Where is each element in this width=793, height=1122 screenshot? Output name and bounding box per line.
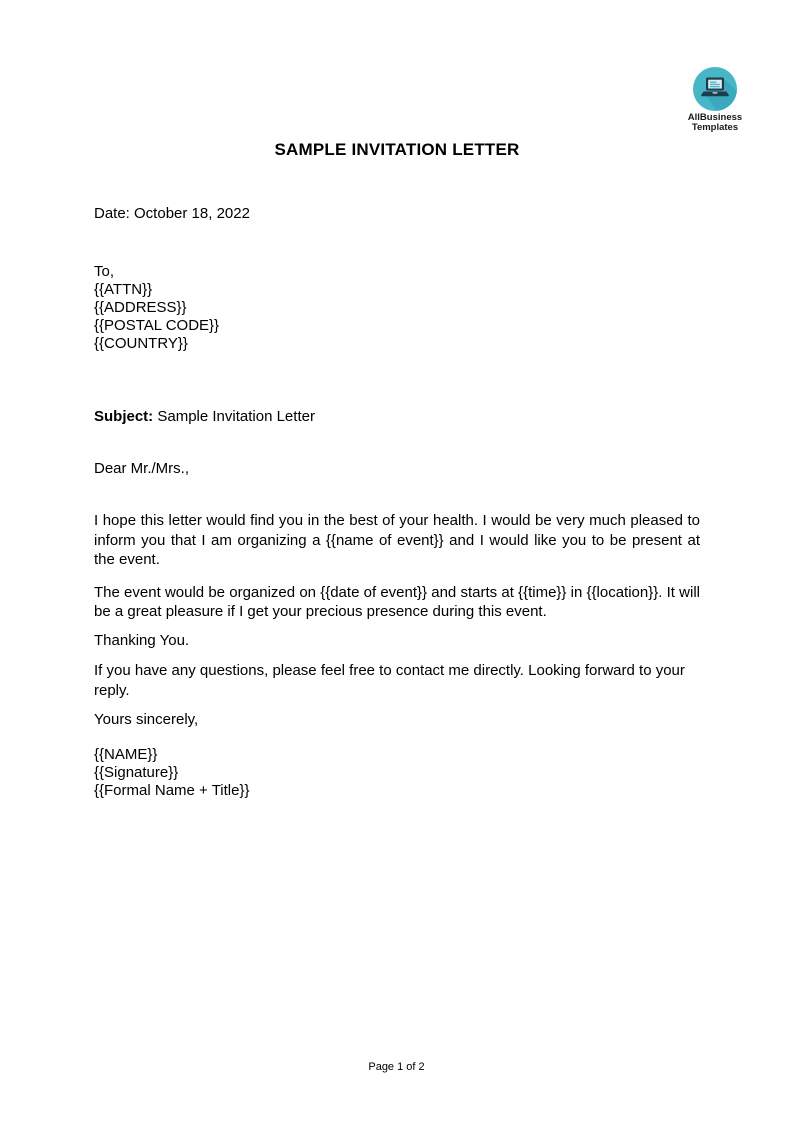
laptop-logo-icon: [692, 66, 738, 112]
date-line: Date: October 18, 2022: [94, 205, 250, 222]
subject-text: Sample Invitation Letter: [157, 408, 315, 425]
body-paragraph-1: I hope this letter would find you in the best of your health. I would be very much pleased to inform you that I am organizing a {{name of event}} and I would like you to be present at the event.: [94, 512, 700, 568]
subject-label: Subject:: [94, 408, 154, 425]
salutation: Dear Mr./Mrs.,: [94, 460, 190, 477]
body-paragraph-3: Thanking You.: [94, 631, 190, 649]
document-title: SAMPLE INVITATION LETTER: [274, 140, 520, 159]
logo: [686, 66, 744, 133]
signature-line-formal-name-title: {{Formal Name + Title}}: [94, 781, 250, 799]
recipient-line-address: {{ADDRESS}}: [94, 299, 187, 316]
closing-line: Yours sincerely,: [94, 711, 199, 728]
body-paragraph-2: The event would be organized on {{date of event}} and starts at {{time}} in {{location}}. It will be a great pleasure if I get your precious presence during this event.: [94, 583, 700, 620]
signature-line-name: {{NAME}}: [94, 745, 158, 763]
recipient-line-to: To,: [94, 263, 115, 280]
logo-text-line2: Templates: [691, 122, 739, 133]
subject-line: [94, 407, 700, 426]
page-footer: Page 1 of 2: [368, 1061, 425, 1073]
recipient-block: [94, 263, 700, 353]
recipient-line-country: {{COUNTRY}}: [94, 335, 188, 352]
body-paragraph-4: If you have any questions, please feel free to contact me directly. Looking forward to your reply.: [94, 662, 685, 699]
signature-line-signature: {{Signature}}: [94, 763, 179, 781]
signature-block: [94, 746, 700, 800]
letter-content: [0, 138, 793, 800]
recipient-line-attn: {{ATTN}}: [94, 281, 153, 298]
laptop-base-notch: [713, 92, 718, 93]
logo-text-line1: AllBusiness: [687, 112, 743, 123]
recipient-line-postal-code: {{POSTAL CODE}}: [94, 317, 220, 334]
